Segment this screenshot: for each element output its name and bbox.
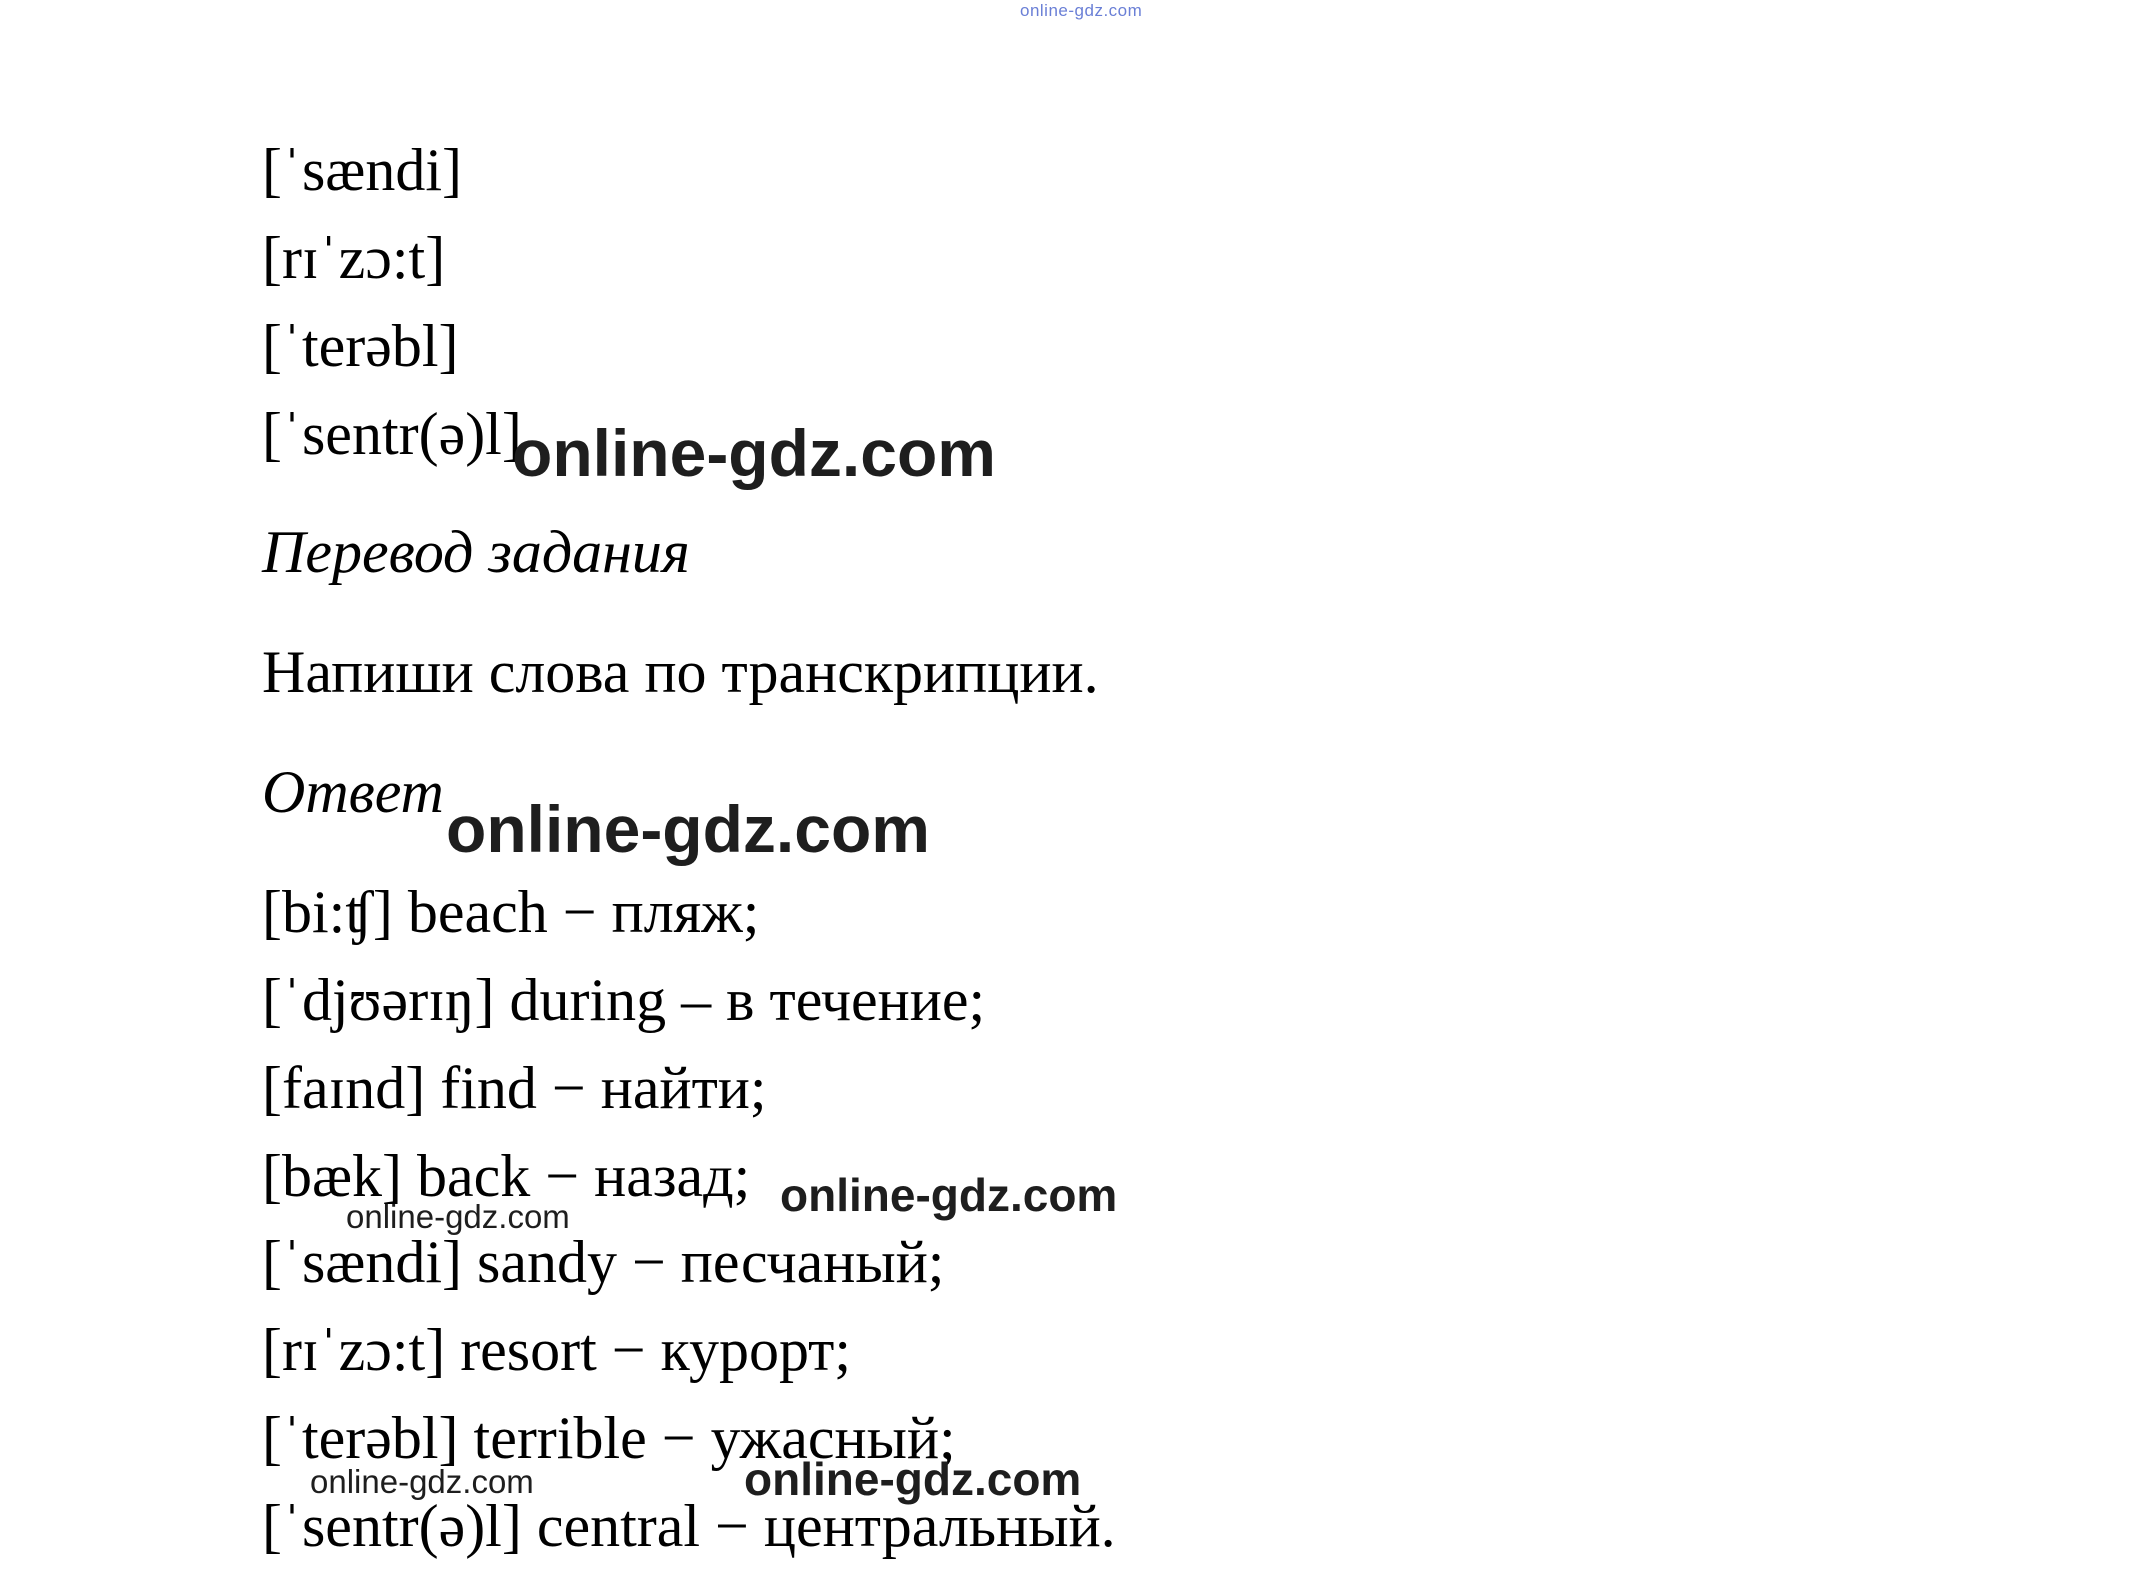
answer-line: [bi:ʧ] beach − пляж; bbox=[262, 879, 760, 945]
watermark-text: online-gdz.com bbox=[346, 1198, 570, 1235]
answer-line: [ˈsentr(ə)l] central − центральный. bbox=[262, 1493, 1116, 1559]
answer-line: [bæk] back − назад; bbox=[262, 1143, 751, 1209]
answer-line: [rɪˈzɔ:t] resort − курорт; bbox=[262, 1317, 852, 1383]
watermark-text: online-gdz.com bbox=[780, 1169, 1118, 1221]
watermark-text: online-gdz.com bbox=[446, 792, 930, 866]
watermark-text: online-gdz.com bbox=[310, 1463, 534, 1500]
answer-line: [ˈterəbl] terrible − ужасный; bbox=[262, 1405, 956, 1471]
transcription-line: [ˈsændi] bbox=[262, 137, 462, 203]
answer-heading: Ответ bbox=[262, 759, 444, 825]
transcription-line: [rɪˈzɔ:t] bbox=[262, 225, 446, 291]
answer-line: [ˈsændi] sandy − песчаный; bbox=[262, 1229, 945, 1295]
watermark-text: online-gdz.com bbox=[744, 1453, 1082, 1505]
answer-line: [faɪnd] find − найти; bbox=[262, 1055, 767, 1121]
translation-heading: Перевод задания bbox=[262, 519, 690, 585]
watermark-text: online-gdz.com bbox=[512, 416, 996, 490]
transcription-line: [ˈsentr(ə)l] bbox=[262, 401, 522, 467]
task-text: Напиши слова по транскрипции. bbox=[262, 639, 1099, 705]
top-watermark: online-gdz.com bbox=[1020, 1, 1143, 20]
answer-line: [ˈdjʊərɪŋ] during – в течение; bbox=[262, 967, 986, 1033]
transcription-line: [ˈterəbl] bbox=[262, 313, 459, 379]
